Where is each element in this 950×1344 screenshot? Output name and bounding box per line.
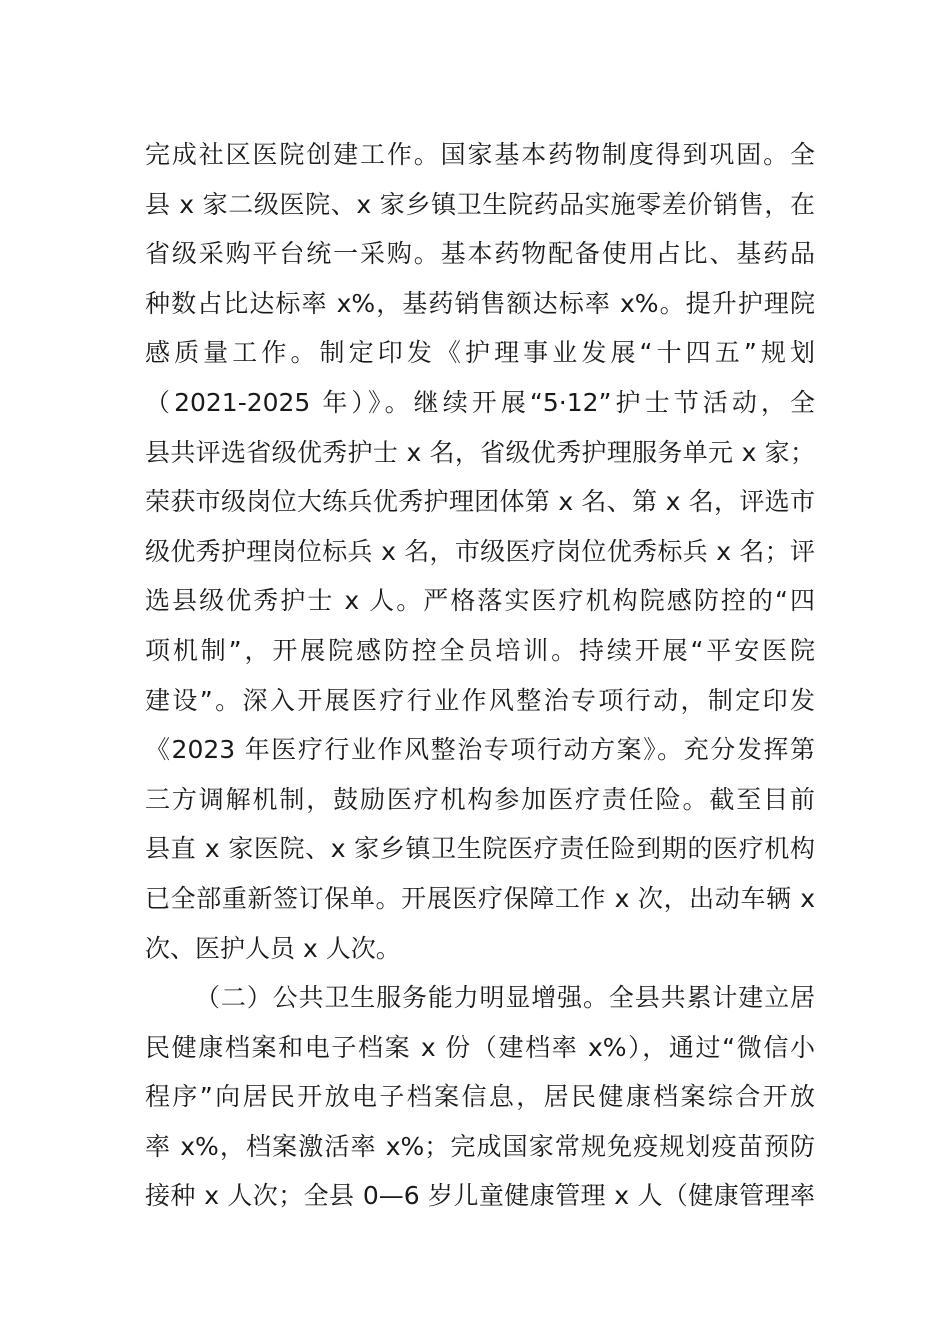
paragraph-public-health [145,973,815,1221]
text-line: 已全部重新签订保单。开展医疗保障工作 x 次，出动车辆 x [145,883,815,913]
text-line: （2021-2025 年）》。继续开展“5·12”护士节活动，全 [145,387,815,417]
text-line: 建设”。深入开展医疗行业作风整治专项行动，制定印发 [145,685,815,715]
paragraph-medical-services [145,130,815,973]
text-line: 县直 x 家医院、x 家乡镇卫生院医疗责任险到期的医疗机构 [145,834,815,864]
text-line: 《2023 年医疗行业作风整治专项行动方案》。充分发挥第 [145,735,815,765]
text-line: 程序”向居民开放电子档案信息，居民健康档案综合开放 [145,1082,815,1112]
text-line: （二）公共卫生服务能力明显增强。全县共累计建立居 [195,983,815,1013]
body-text [145,130,815,1221]
text-line: 率 x%，档案激活率 x%；完成国家常规免疫规划疫苗预防 [145,1131,815,1161]
text-line: 省级采购平台统一采购。基本药物配备使用占比、基药品 [145,239,815,269]
text-line: 级优秀护理岗位标兵 x 名，市级医疗岗位优秀标兵 x 名；评 [145,536,815,566]
text-line: 完成社区医院创建工作。国家基本药物制度得到巩固。全 [145,140,815,169]
text-line: 感质量工作。制定印发《护理事业发展“十四五”规划 [145,338,815,368]
text-line: 接种 x 人次；全县 0—6 岁儿童健康管理 x 人（健康管理率 [145,1181,815,1211]
text-line: 荣获市级岗位大练兵优秀护理团体第 x 名、第 x 名，评选市 [145,487,815,517]
text-line: 民健康档案和电子档案 x 份（建档率 x%），通过“微信小 [145,1032,815,1062]
text-line: 选县级优秀护士 x 人。严格落实医疗机构院感防控的“四 [145,586,815,616]
text-line: 种数占比达标率 x%，基药销售额达标率 x%。提升护理院 [145,288,815,318]
text-line: 三方调解机制，鼓励医疗机构参加医疗责任险。截至目前 [145,784,815,814]
text-line: 县 x 家二级医院、x 家乡镇卫生院药品实施零差价销售，在 [145,189,815,219]
text-line: 县共评选省级优秀护士 x 名，省级优秀护理服务单元 x 家； [145,437,815,467]
text-line: 次、医护人员 x 人次。 [145,933,401,963]
text-line: 项机制”，开展院感防控全员培训。持续开展“平安医院 [145,635,815,665]
